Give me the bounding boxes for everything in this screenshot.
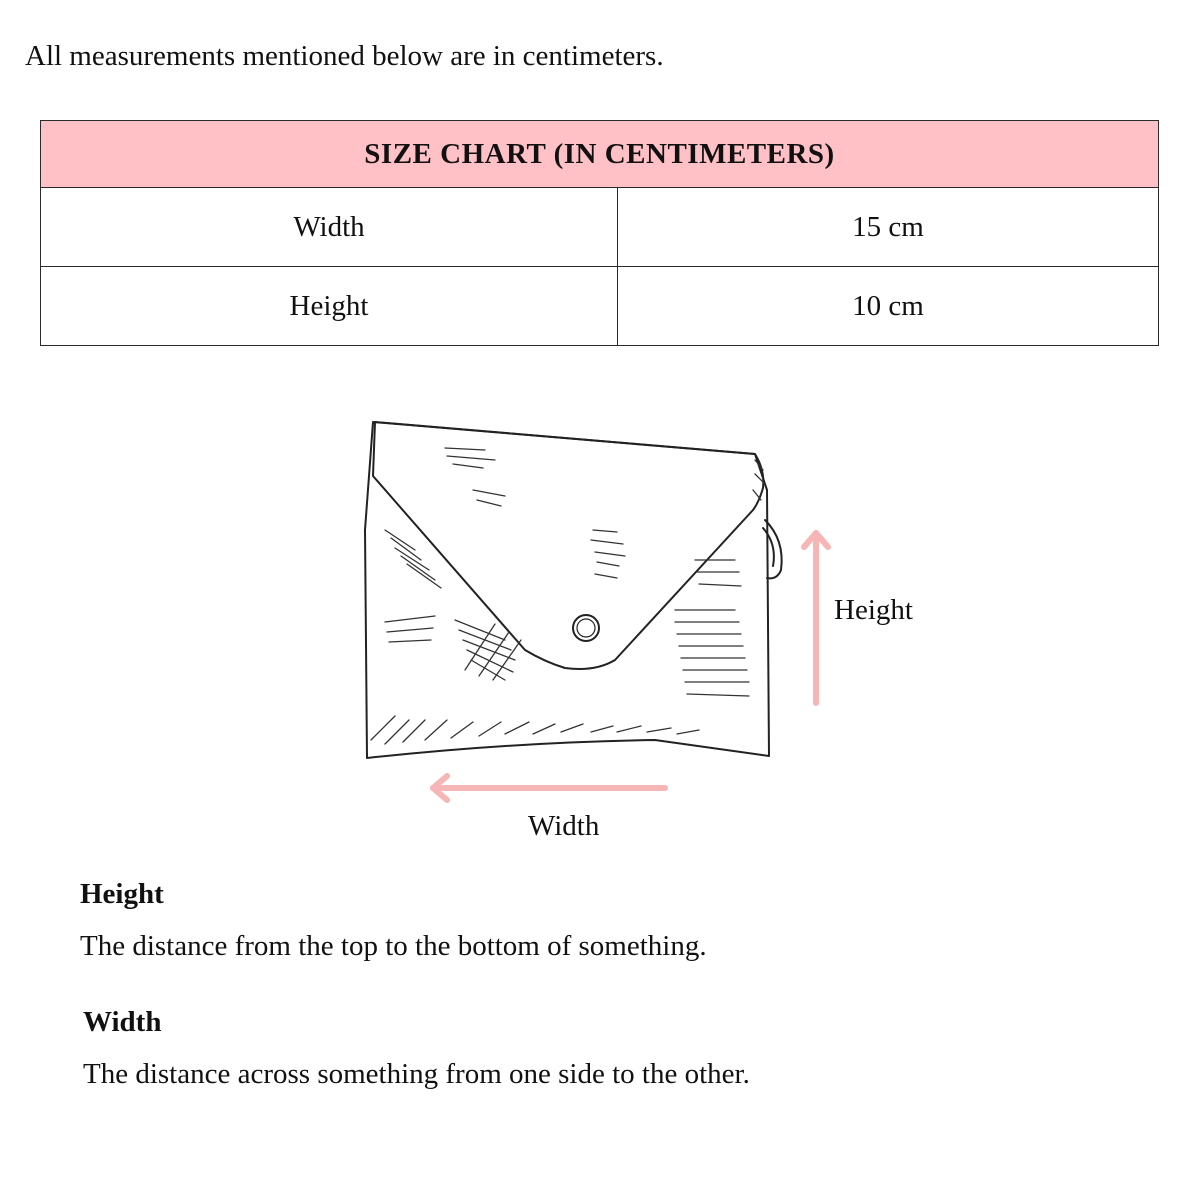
definition-term-width: Width xyxy=(83,1006,162,1038)
table-row xyxy=(41,188,1159,267)
row-value: 15 cm xyxy=(618,188,1159,267)
definition-text-height: The distance from the top to the bottom of something. xyxy=(80,930,707,962)
size-chart-table xyxy=(40,120,1159,346)
intro-text: All measurements mentioned below are in centimeters. xyxy=(25,40,664,72)
clutch-illustration xyxy=(355,410,795,770)
height-label: Height xyxy=(834,594,913,626)
width-arrow xyxy=(425,772,673,806)
width-label: Width xyxy=(528,810,600,842)
size-chart-header: SIZE CHART (IN CENTIMETERS) xyxy=(41,121,1159,188)
definition-term-height: Height xyxy=(80,878,164,910)
row-label: Height xyxy=(41,267,618,346)
row-value: 10 cm xyxy=(618,267,1159,346)
row-label: Width xyxy=(41,188,618,267)
table-row xyxy=(41,267,1159,346)
definition-text-width: The distance across something from one side to the other. xyxy=(83,1058,750,1090)
height-arrow xyxy=(800,525,834,710)
